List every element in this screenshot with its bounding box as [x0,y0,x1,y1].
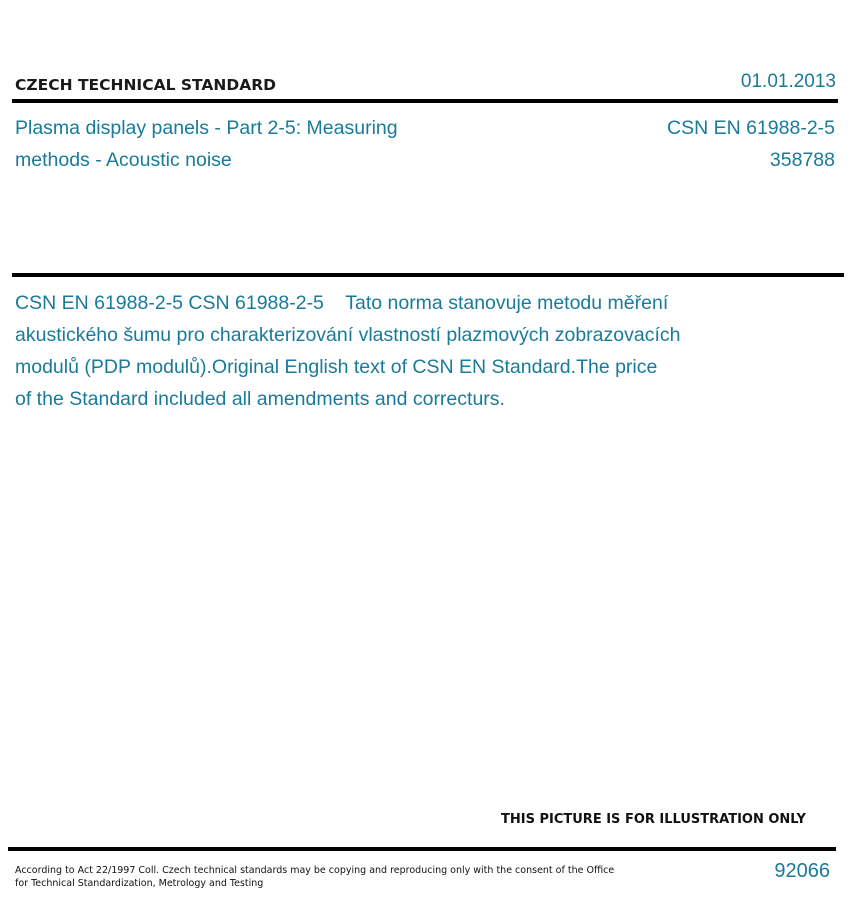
standard-header-title: CZECH TECHNICAL STANDARD [15,76,277,94]
document-summary [15,287,775,415]
document-title-line: methods - Acoustic noise [15,149,232,171]
summary-line: CSN EN 61988-2-5 CSN 61988-2-5 Tato norma stanovuje metodu měření [15,292,669,314]
legal-note [15,864,615,890]
summary-line: akustického šumu pro charakterizování vlastností plazmových zobrazovacích [15,324,681,346]
legal-note-line: According to Act 22/1997 Coll. Czech technical standards may be copying and reproducing only with the consent of the Office [15,865,615,876]
section-divider [12,273,844,277]
publication-date: 01.01.2013 [740,71,836,92]
header-divider [12,99,838,103]
document-title [15,112,475,176]
footer-divider [8,847,836,851]
document-identifiers [667,112,835,176]
summary-line: of the Standard included all amendments and correcturs. [15,388,505,410]
legal-note-line: for Technical Standardization, Metrology and Testing [15,878,264,889]
catalog-number: 358788 [769,149,835,171]
summary-line: modulů (PDP modulů).Original English text of CSN EN Standard.The price [15,356,658,378]
document-title-line: Plasma display panels - Part 2-5: Measuring [15,117,398,139]
footer-document-number: 92066 [774,860,830,882]
standard-code: CSN EN 61988-2-5 [667,117,835,139]
illustration-notice: THIS PICTURE IS FOR ILLUSTRATION ONLY [501,812,806,827]
